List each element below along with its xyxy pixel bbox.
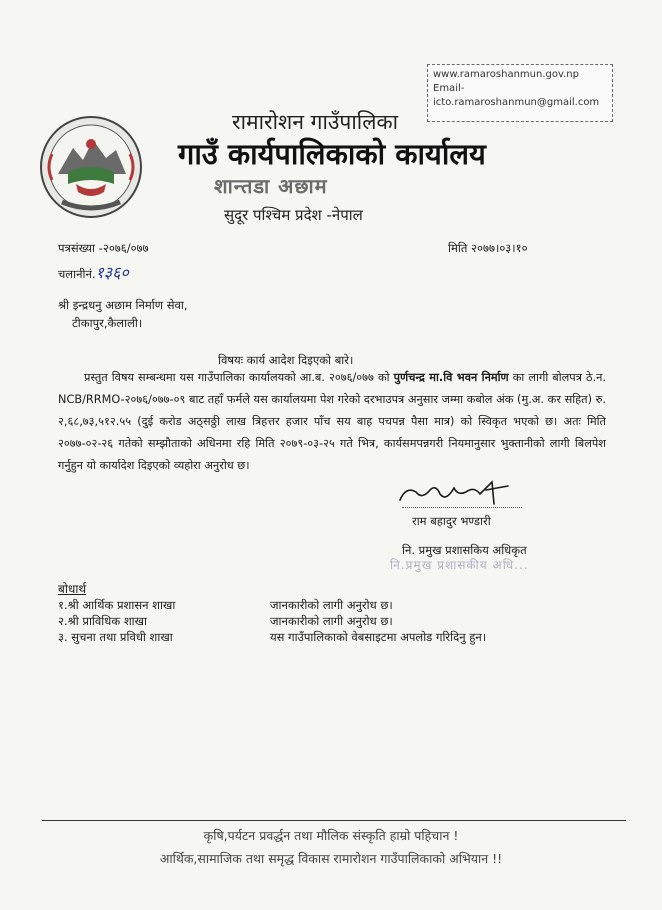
- signature: [396, 476, 526, 510]
- cc-purpose: जानकारीको लागी अनुरोध छ।: [270, 598, 393, 612]
- subject-line: विषयः कार्य आदेश दिइएको बारे।: [218, 353, 354, 367]
- project-name: पुर्णचन्द्र मा.वि भवन निर्माण: [393, 371, 509, 384]
- office-location: शान्तडा अछाम: [214, 174, 328, 198]
- recipient-line1: श्री इन्द्रधनु अछाम निर्माण सेवा,: [58, 298, 188, 312]
- email-text: icto.ramaroshanmun@gmail.com: [433, 97, 600, 108]
- patra-sankhya: पत्रसंख्या -२०७६/०७७: [58, 241, 149, 255]
- signatory-name: राम बहादुर भण्डारी: [412, 514, 491, 528]
- cc-title: बोधार्थ: [58, 582, 87, 596]
- body-part1: प्रस्तुत विषय सम्बन्धमा यस गाउँपालिका कार्यालयको आ.ब. २०७६/०७७ को: [84, 371, 394, 384]
- chalani-label: चलानीनं.: [58, 267, 96, 281]
- cc-purpose: यस गाउँपालिकाको वेबसाइटमा अपलोड गरिदिनु हुन।: [270, 630, 487, 644]
- office-stamp: नि.प्रमुख प्रशासकीय अधि...: [390, 558, 529, 572]
- nepal-emblem-icon: [38, 114, 144, 220]
- footer-divider: [42, 820, 626, 821]
- website-text: www.ramaroshanmun.gov.np: [433, 69, 579, 80]
- cc-purpose: जानकारीको लागी अनुरोध छ।: [270, 614, 393, 628]
- recipient-line2: टीकापुर,कैलाली।: [72, 316, 143, 330]
- chalani-number-row: [58, 261, 129, 283]
- signatory-title: नि. प्रमुख प्रशासकिय अधिकृत: [402, 543, 527, 557]
- email-label: Email-: [433, 83, 465, 94]
- body-part2: का लागी बोलपत्र ठे.न. NCB/RRMO-२०७६/०७७-०९ बाट तहाँ फर्मले यस कार्यालयमा पेश गरेको दरभाउपत्र अनुसार जम्मा कबोल अंक (मु.अ. कर सहित) रु. २,६८,७३,५१२.५५ (दुई करोड अठ्सठ्ठी लाख त्रिहत्तर हजार पाँच सय बाह पचपन्न पैसा मात्र) को स्विकृत भएको छ। अतः मिति २०७७-०२-२६ गतेको सम्झौताको अधिनमा रहि मिति २०७९-०३-२५ गते भित्र, कार्यसमपन्नगरी नियमानुसार भुक्तानीको लागी बिलपेश गर्नुहुन यो कार्यादेश दिइएको व्यहोरा अनुरोध छ।: [58, 371, 607, 472]
- cc-to: १.श्री आर्थिक प्रशासन शाखा: [58, 598, 176, 612]
- signature-line: [402, 507, 522, 508]
- letter-body: [58, 367, 606, 477]
- cc-to: २.श्री प्राविधिक शाखा: [58, 614, 148, 628]
- province-name: सुदूर पश्चिम प्रदेश -नेपाल: [224, 206, 363, 224]
- footer-slogan-2: आर्थिक,सामाजिक तथा समृद्ध विकास रामारोशन गाउँपालिकाको अभियान !!: [159, 851, 503, 866]
- cc-to: ३. सुचना तथा प्रविधी शाखा: [58, 630, 173, 644]
- contact-box: [427, 64, 613, 122]
- chalani-number: १३६०: [95, 263, 129, 282]
- letter-date: मिति २०७७।०३।१०: [448, 241, 528, 255]
- footer-slogan-1: कृषि,पर्यटन प्रवर्द्धन तथा मौलिक संस्कृति हाम्रो पहिचान !: [203, 828, 459, 843]
- office-name: गाउँ कार्यपालिकाको कार्यालय: [178, 137, 486, 171]
- municipality-name: रामारोशन गाउँपालिका: [232, 110, 399, 134]
